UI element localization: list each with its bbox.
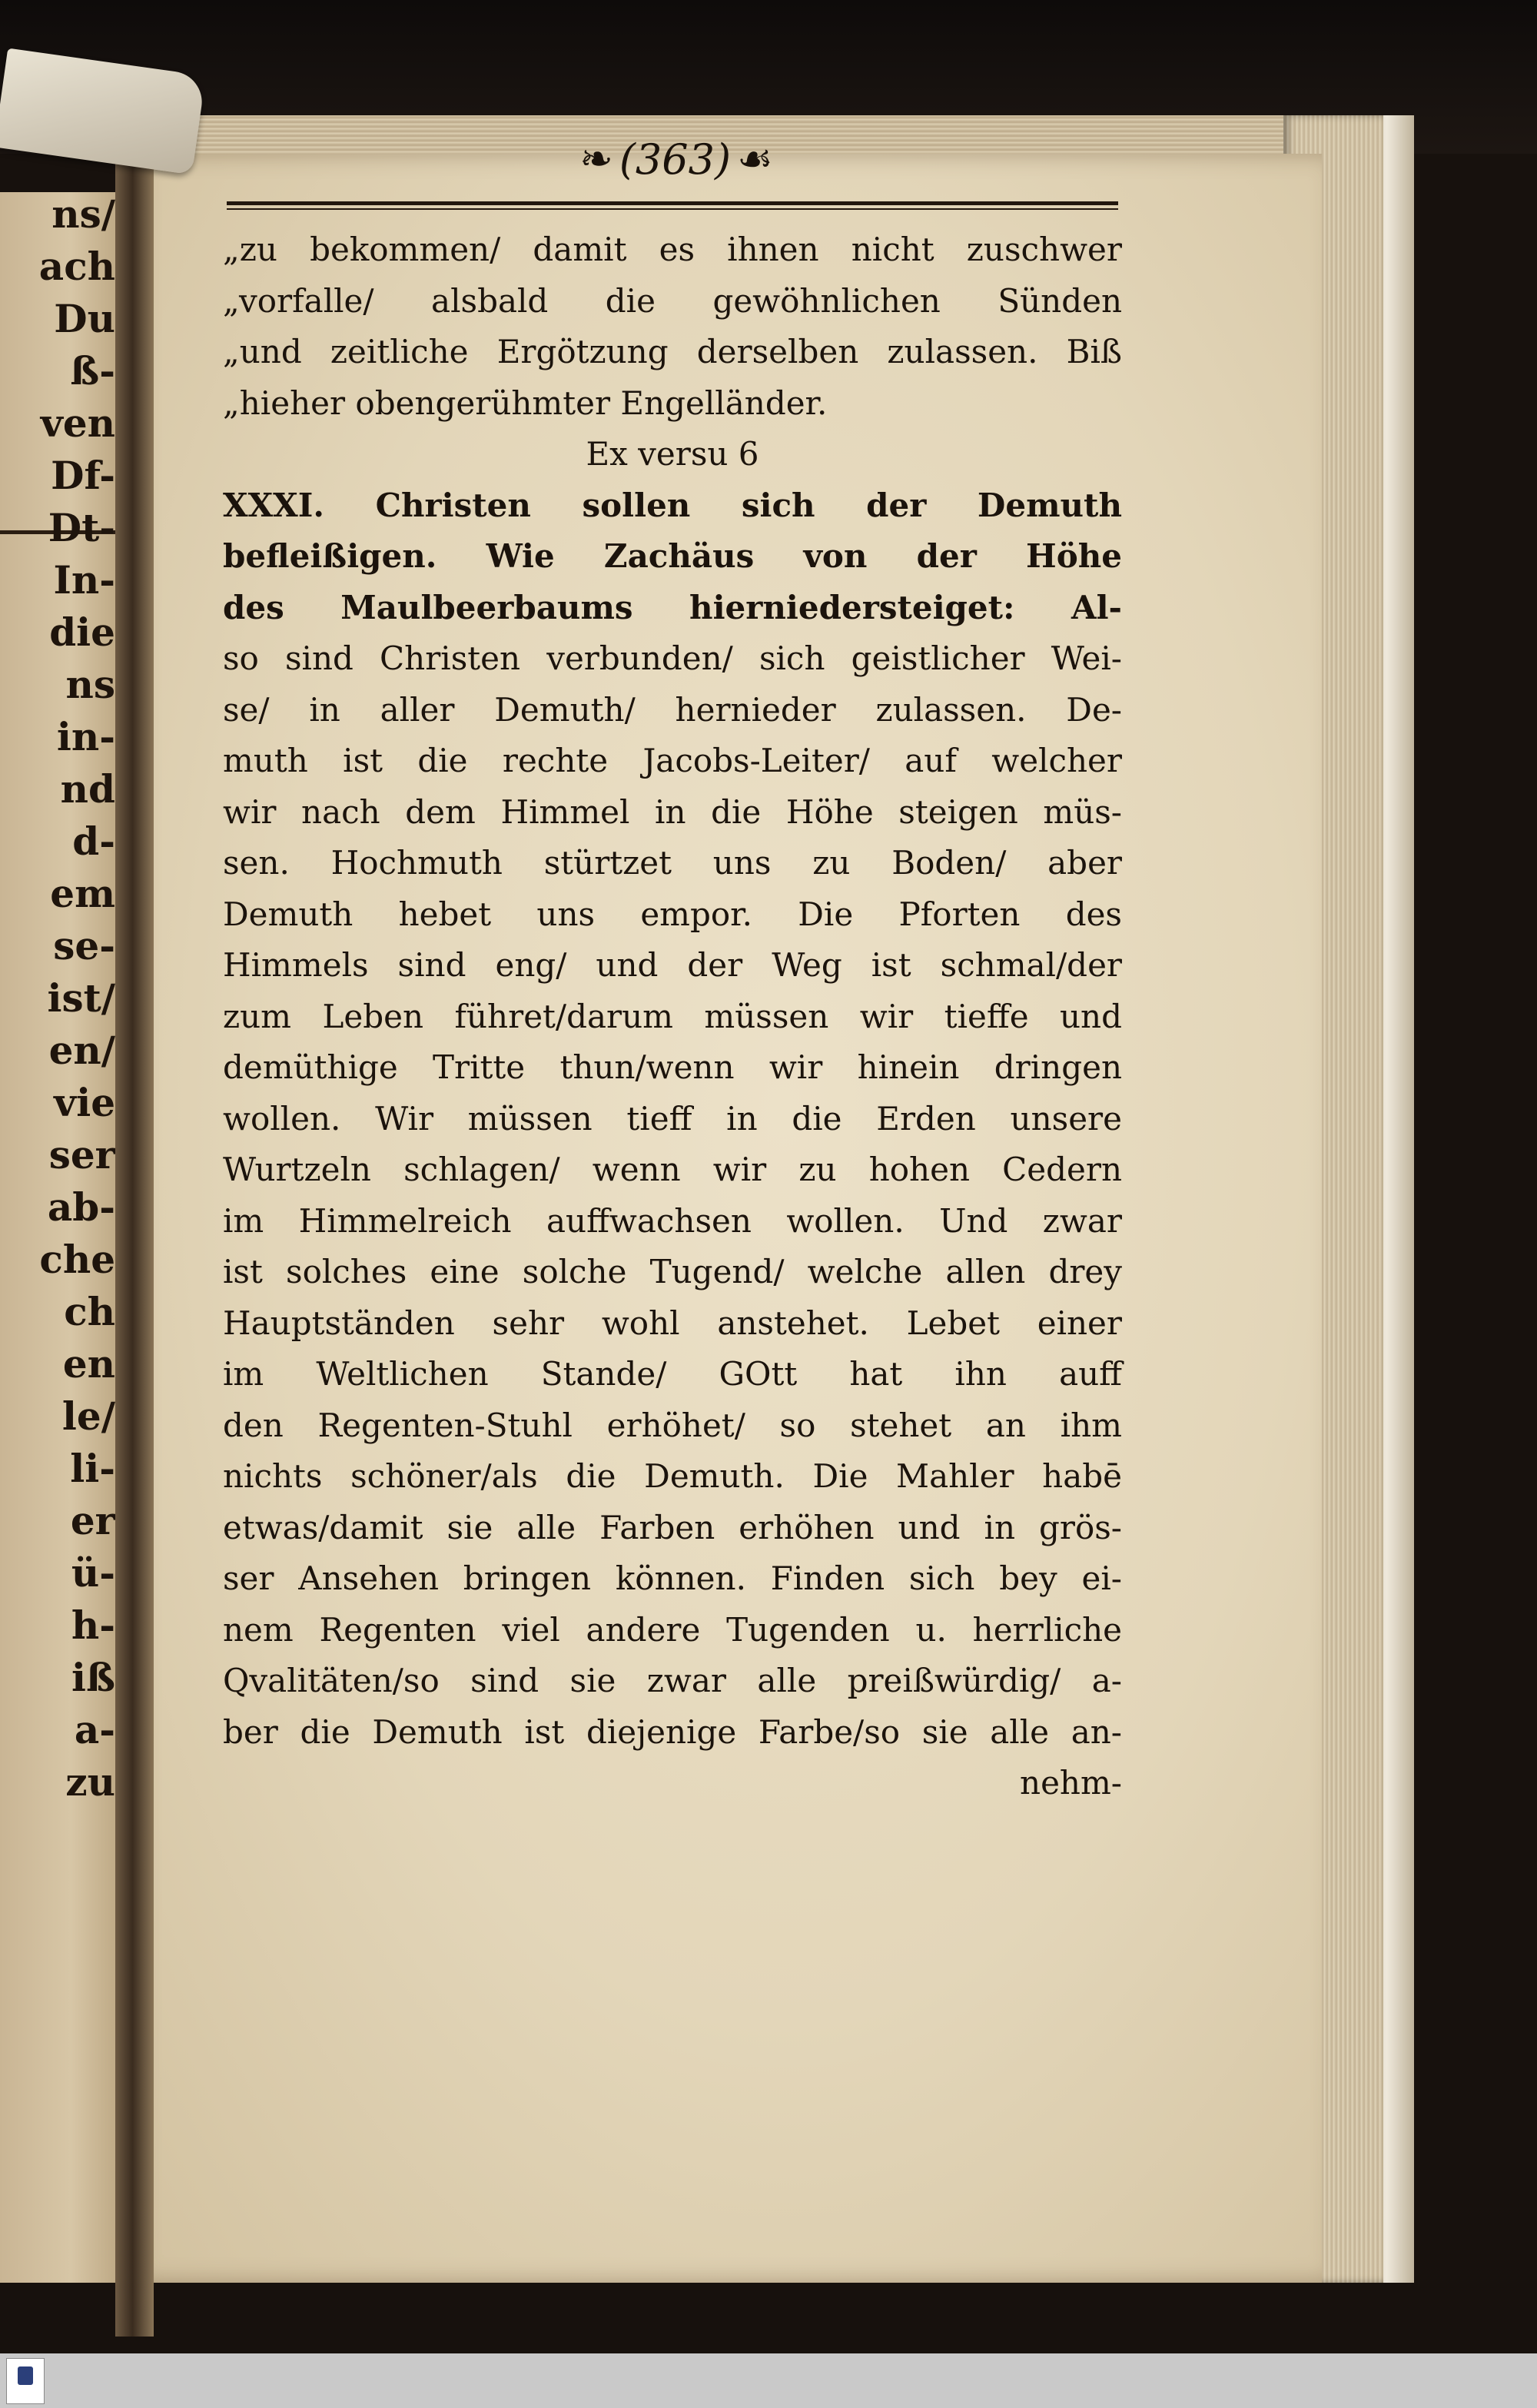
left-page-fragment: nd [60,766,115,812]
text-line: ser Ansehen bringen können. Finden sich bey ei- [223,1559,1122,1597]
left-page-text [0,192,129,2283]
text-line: Demuth hebet uns empor. Die Pforten des [223,895,1122,933]
left-page-fragment: se- [53,923,115,968]
text-line: zum Leben führet/darum müssen wir tieffe und [223,997,1122,1035]
page-number: (363) [619,135,732,184]
left-page-fragment: ach [38,244,115,289]
text-line: des Maulbeerbaums hierniedersteiget: Al- [223,588,1122,626]
left-page-fragment: d- [72,819,115,864]
header-rule-thin [227,208,1118,210]
header-rule [227,201,1118,205]
left-page-fragment: che [39,1237,115,1282]
body-text [223,224,1122,1809]
book-gutter [115,138,154,2337]
left-page-fragment: ch [64,1289,115,1334]
section-heading: Ex versu 6 [586,435,759,473]
text-line: „zu bekommen/ damit es ihnen nicht zuschwer [223,231,1122,268]
left-page-fragment: er [70,1498,115,1543]
left-page-fragment: li- [70,1446,115,1491]
catchword: nehm- [1020,1764,1122,1802]
text-line: befleißigen. Wie Zachäus von der Höhe [223,537,1122,575]
left-page-fragment: ns/ [51,191,115,237]
left-page-fragment: Df- [51,453,115,498]
text-line: so sind Christen verbunden/ sich geistlicher Wei- [223,639,1122,677]
text-line: etwas/damit sie alle Farben erhöhen und in grös- [223,1508,1122,1546]
text-line: „vorfalle/ alsbald die gewöhnlichen Sünden [223,281,1122,320]
ornament-right-icon: ☙ [737,136,773,183]
library-footer-bar [0,2353,1537,2408]
text-line: Wurtzeln schlagen/ wenn wir zu hohen Cedern [223,1151,1122,1188]
left-page-fragment: Du [54,296,115,341]
left-page-fragment: in- [56,714,115,759]
text-line: den Regenten-Stuhl erhöhet/ so stehet an ihm [223,1406,1122,1444]
text-line: demüthige Tritte thun/wenn wir hinein dringen [223,1048,1122,1086]
text-line: Himmels sind eng/ und der Weg ist schmal/der [223,946,1122,984]
text-line: nichts schöner/als die Demuth. Die Mahler habē [223,1457,1122,1495]
left-page-fragment: en/ [48,1028,115,1073]
left-page-fragment: ns [65,662,115,707]
text-line: wir nach dem Himmel in die Höhe steigen müs- [223,792,1122,831]
text-line: Qvalitäten/so sind sie zwar alle preißwürdig/ a- [223,1662,1122,1699]
left-page-fragment: ist/ [47,975,115,1021]
left-page-fragment: zu [65,1759,115,1805]
left-page-fragment: ü- [71,1550,115,1596]
text-line: im Himmelreich auffwachsen wollen. Und zwar [223,1201,1122,1240]
text-line: se/ in aller Demuth/ hernieder zulassen. De- [223,690,1122,729]
text-line: wollen. Wir müssen tieff in die Erden unsere [223,1099,1122,1138]
left-page-fragment: a- [74,1707,115,1752]
left-page-fragment: In- [53,557,115,603]
library-logo-icon [6,2358,45,2404]
text-line: Hauptständen sehr wohl anstehet. Lebet einer [223,1304,1122,1342]
left-page-fragment: em [50,871,115,916]
left-page-fragment: iß [71,1655,115,1700]
text-line: „und zeitliche Ergötzung derselben zulassen. Biß [223,333,1122,370]
text-line: ist solches eine solche Tugend/ welche allen drey [223,1253,1122,1290]
text-line: muth ist die rechte Jacobs-Leiter/ auf welcher [223,742,1122,779]
left-page-fragment: vie [54,1080,115,1125]
left-page-fragment: ven [40,400,115,446]
left-page-fragment: die [49,609,115,655]
left-page-fragment: h- [71,1603,115,1648]
left-page-fragment: Dt- [48,505,115,550]
text-line: ber die Demuth ist diejenige Farbe/so sie alle an- [223,1712,1122,1751]
ornament-left-icon: ❧ [579,136,613,183]
text-line: nem Regenten viel andere Tugenden u. herrliche [223,1610,1122,1649]
left-page-fragment: ß- [70,348,115,394]
text-line: „hieher obengerühmter Engelländer. [223,384,828,422]
text-line: sen. Hochmuth stürtzet uns zu Boden/ aber [223,844,1122,882]
left-page-fragment: le/ [61,1393,115,1439]
left-page-fragment: en [62,1341,115,1387]
left-facing-page [0,192,129,2283]
text-line: XXXI. Christen sollen sich der Demuth [223,486,1122,524]
page-header [538,135,815,189]
left-page-fragment: ab- [47,1184,115,1230]
left-page-fragment: ser [48,1132,115,1177]
text-line: im Weltlichen Stande/ GOtt hat ihn auff [223,1355,1122,1393]
